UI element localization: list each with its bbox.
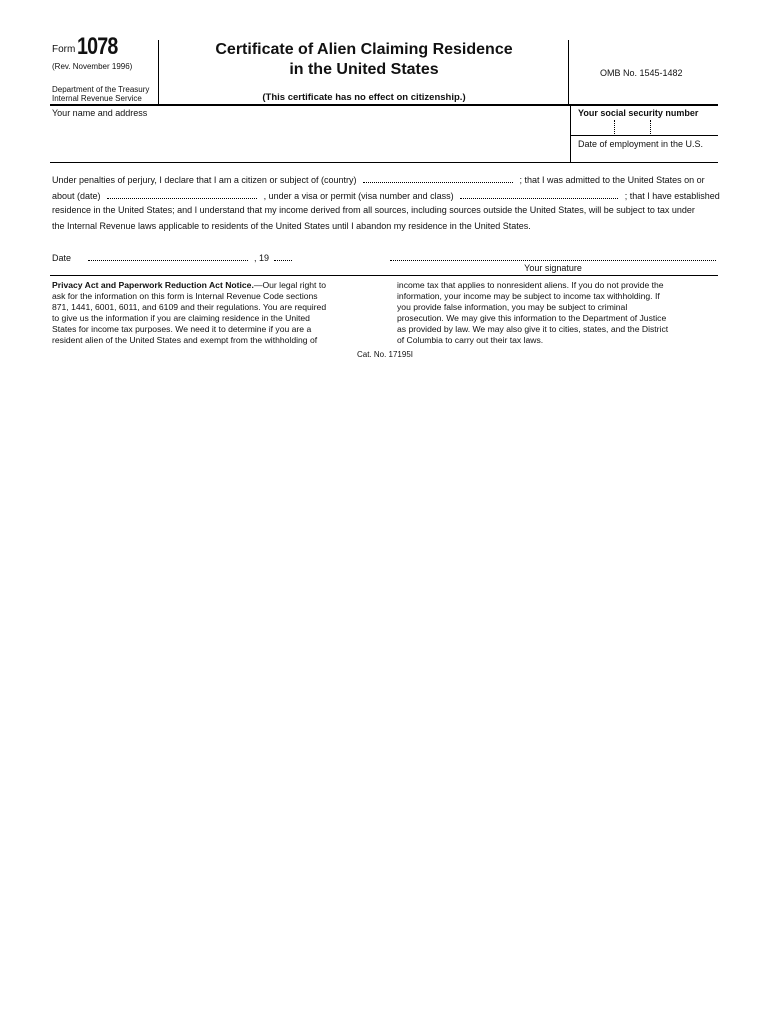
declaration-line-1	[52, 173, 720, 185]
privacy-line: of Columbia to carry out their tax laws.	[397, 335, 544, 345]
catalog-number: Cat. No. 17195I	[356, 350, 414, 359]
signature-field[interactable]	[390, 251, 716, 261]
date-label: Date	[52, 253, 72, 263]
privacy-notice-right	[397, 280, 722, 346]
privacy-notice-left	[52, 280, 382, 346]
declaration-country-text: Under penalties of perjury, I declare that I am a citizen or subject of (country)	[52, 175, 357, 185]
ssn-rule	[570, 135, 718, 136]
signature-label: Your signature	[524, 263, 582, 273]
header-divider-right	[568, 40, 569, 104]
privacy-line: Privacy Act and Paperwork Reduction Act Notice.—Our legal right to	[52, 280, 326, 290]
form-prefix: Form	[52, 44, 76, 55]
name-block-rule	[50, 162, 718, 163]
department-line: Department of the Treasury	[52, 85, 150, 94]
ssn-label: Your social security number	[578, 108, 699, 118]
ssn-separator	[614, 120, 615, 134]
privacy-line: as provided by law. We may also give it to cities, states, and the District	[397, 324, 669, 334]
privacy-line: to give us the information if you are claiming residence in the United	[52, 313, 310, 323]
year-field[interactable]	[274, 251, 292, 261]
header-rule	[50, 104, 718, 106]
country-field[interactable]	[363, 173, 513, 183]
privacy-line: States for income tax purposes. We need it to determine if you are a	[52, 324, 312, 334]
ssn-separator	[650, 120, 651, 134]
declaration-line-3: residence in the United States; and I understand that my income derived from all sources, including sources outside the United States, will be subject to tax under	[52, 205, 695, 215]
name-address-field[interactable]	[52, 120, 562, 160]
declaration-visa-text: , under a visa or permit (visa number and class)	[263, 191, 454, 201]
privacy-line: 871, 1441, 6001, 6011, and 6109 and their regulations. You are required	[52, 302, 327, 312]
ssn-divider	[570, 104, 571, 162]
form-subtitle: (This certificate has no effect on citizenship.)	[262, 92, 466, 103]
employment-date-label: Date of employment in the U.S.	[578, 139, 704, 149]
declaration-established-text: ; that I have established	[624, 191, 720, 201]
admission-date-field[interactable]	[107, 189, 257, 199]
year-prefix: , 19	[254, 253, 270, 263]
agency-line: Internal Revenue Service	[52, 94, 142, 103]
form-number: 1078	[77, 33, 118, 60]
name-address-label: Your name and address	[52, 108, 148, 118]
omb-number: OMB No. 1545-1482	[600, 68, 683, 78]
form-title-line2: in the United States	[289, 61, 439, 78]
privacy-line: resident alien of the United States and exempt from the withholding of	[52, 335, 318, 345]
declaration-admitted-text: ; that I was admitted to the United States on or	[519, 175, 705, 185]
date-row	[52, 251, 292, 263]
form-revision: (Rev. November 1996)	[52, 62, 133, 71]
privacy-line: information, your income may be subject to income tax withholding. If	[397, 291, 660, 301]
employment-date-field[interactable]	[578, 150, 718, 160]
header-divider-left	[158, 40, 159, 104]
ssn-field[interactable]	[578, 120, 718, 134]
privacy-line: ask for the information on this form is Internal Revenue Code sections	[52, 291, 318, 301]
form-title-line1: Certificate of Alien Claiming Residence	[215, 41, 513, 58]
visa-field[interactable]	[460, 189, 618, 199]
declaration-date-text: about (date)	[52, 191, 101, 201]
signature-rule	[50, 275, 718, 276]
privacy-heading: Privacy Act and Paperwork Reduction Act Notice.	[52, 280, 254, 290]
form-title	[160, 40, 568, 80]
privacy-line: income tax that applies to nonresident aliens. If you do not provide the	[397, 280, 664, 290]
date-field[interactable]	[88, 251, 248, 261]
privacy-line: you provide false information, you may be subject to criminal	[397, 302, 628, 312]
declaration-line-2	[52, 189, 720, 201]
declaration-line-4: the Internal Revenue laws applicable to residents of the United States until I abandon my residence in the United States.	[52, 221, 531, 231]
privacy-line: prosecution. We may give this information to the Department of Justice	[397, 313, 667, 323]
